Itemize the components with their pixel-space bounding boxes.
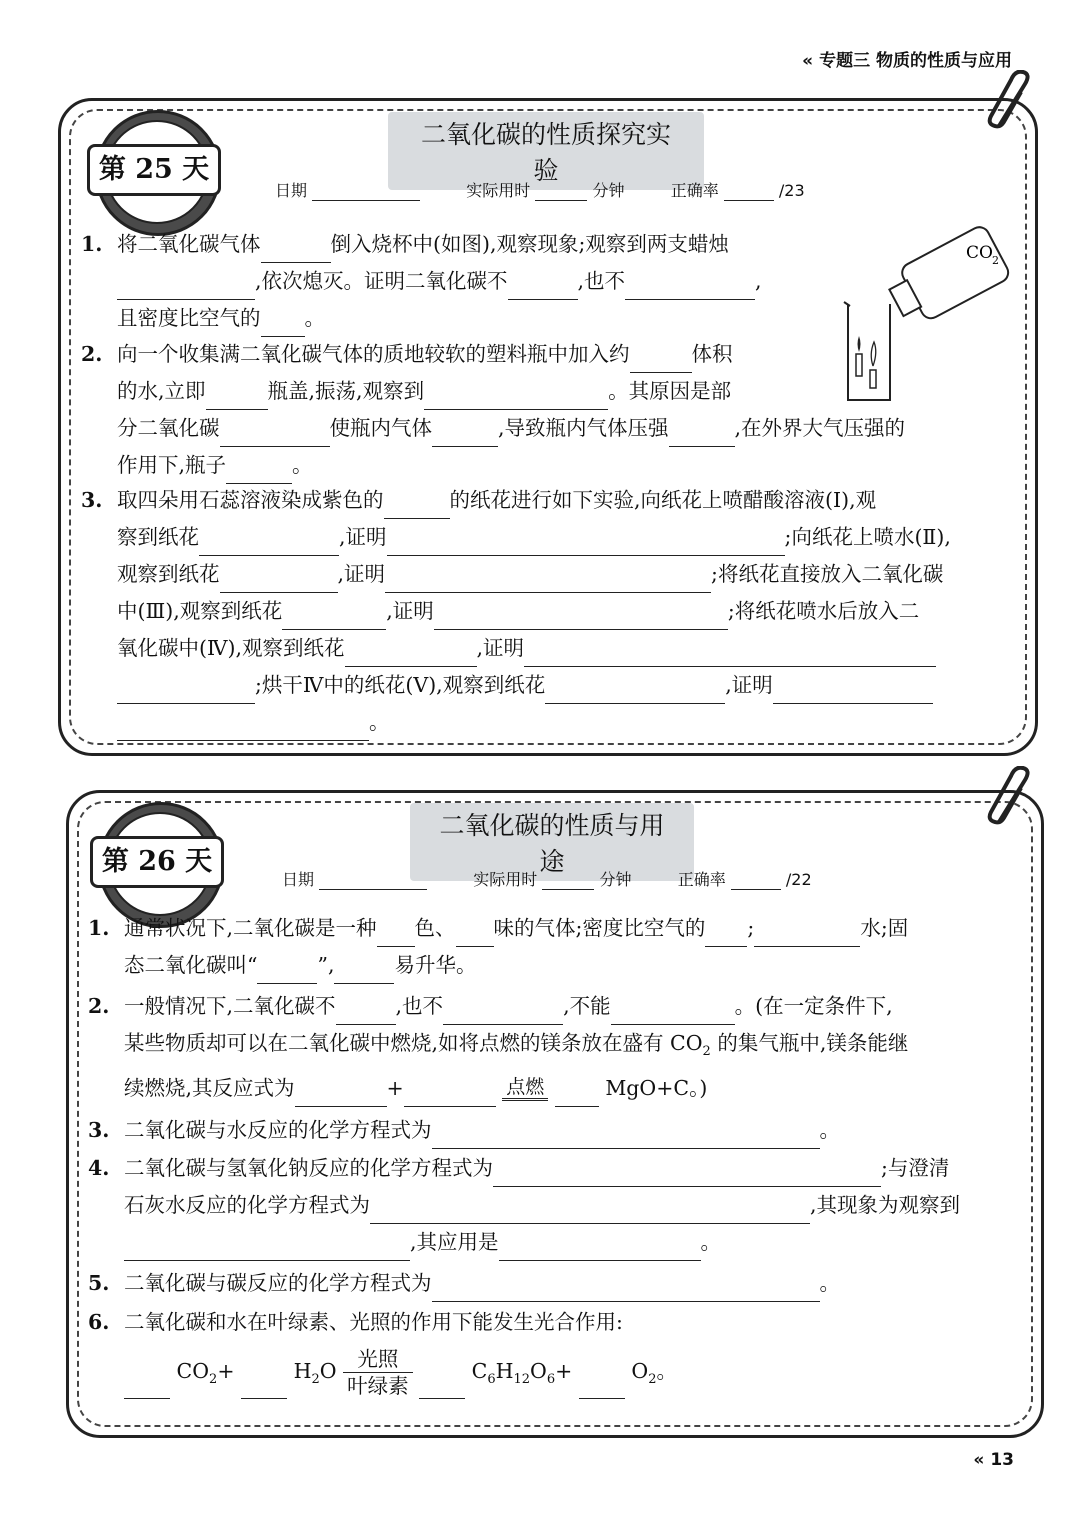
- time-unit: 分钟: [599, 870, 632, 889]
- answer-blank[interactable]: [336, 1002, 396, 1025]
- day25-title: 二氧化碳的性质探究实验: [388, 112, 704, 190]
- day25-q2: [81, 336, 1017, 484]
- formula: O: [319, 1359, 337, 1383]
- coefficient-blank[interactable]: [241, 1376, 287, 1399]
- page-header: [802, 46, 1012, 71]
- answer-blank[interactable]: [257, 961, 317, 984]
- photosynthesis-equation: [124, 1346, 1024, 1399]
- q-text: 石灰水反应的化学方程式为: [124, 1193, 370, 1217]
- answer-blank[interactable]: [705, 924, 747, 947]
- day26-q1: [88, 910, 1024, 984]
- q-text: 的纸花进行如下实验,向纸花上喷醋酸溶液(Ⅰ),观: [449, 488, 877, 512]
- day26-badge-label: 第 26 天: [90, 836, 224, 888]
- formula: H: [293, 1359, 312, 1383]
- q-text: ,证明: [339, 525, 387, 549]
- q-text: 通常状况下,二氧化碳是一种: [124, 916, 377, 940]
- date-field[interactable]: [312, 184, 420, 201]
- q-text: ,导致瓶内气体压强: [498, 416, 669, 440]
- day26-q6: [88, 1304, 1024, 1341]
- reaction-condition: [502, 1076, 548, 1107]
- day26-q2: [88, 988, 1024, 1107]
- q-text: ,: [755, 269, 762, 293]
- answer-blank[interactable]: [117, 277, 255, 300]
- q-text: 易升华。: [394, 953, 477, 977]
- answer-blank[interactable]: [261, 240, 331, 263]
- accuracy-total: /22: [785, 870, 812, 889]
- answer-blank[interactable]: [545, 681, 725, 704]
- q-text: 瓶盖,振荡,观察到: [267, 379, 425, 403]
- answer-blank[interactable]: [499, 1238, 701, 1261]
- q-text: 且密度比空气的: [117, 306, 261, 330]
- answer-blank[interactable]: [443, 1002, 563, 1025]
- q-text: ,证明: [337, 562, 386, 586]
- day26-q5: [88, 1265, 1024, 1302]
- q-text: 。: [369, 710, 390, 734]
- q-text: 二氧化碳与碳反应的化学方程式为: [124, 1271, 432, 1295]
- q-text: 色、: [414, 916, 456, 940]
- answer-blank[interactable]: [387, 533, 785, 556]
- subscript: 6: [546, 1372, 556, 1388]
- q-text: ,其现象为观察到: [810, 1193, 961, 1217]
- date-field[interactable]: [319, 873, 427, 890]
- day26-q4: [88, 1150, 1024, 1261]
- answer-blank[interactable]: [434, 607, 728, 630]
- co2-figure-label: CO: [966, 243, 993, 263]
- q-text: 二氧化碳与水反应的化学方程式为: [124, 1118, 432, 1142]
- date-label: 日期: [275, 181, 308, 200]
- formula: O: [530, 1359, 547, 1383]
- q-text: ;将纸花直接放入二氧化碳: [711, 562, 944, 586]
- q-text: 氧化碳中(Ⅳ),观察到纸花: [117, 636, 345, 660]
- q-text: 的集气瓶中,镁条能继: [710, 1031, 909, 1055]
- q-text: ;: [747, 916, 755, 940]
- q-text: 二氧化碳与氢氧化钠反应的化学方程式为: [124, 1156, 493, 1180]
- q-number: 1.: [81, 232, 103, 256]
- day25-q3: [81, 482, 1017, 741]
- q-text: 向一个收集满二氧化碳气体的质地较软的塑料瓶中加入约: [117, 342, 630, 366]
- q-text: 作用下,瓶子: [117, 453, 227, 477]
- subscript: 2: [648, 1372, 657, 1388]
- formula: +: [555, 1359, 573, 1383]
- day26-q3: [88, 1112, 1024, 1149]
- q-text: 某些物质却可以在二氧化碳中燃烧,如将点燃的镁条放在盛有 CO: [124, 1031, 703, 1055]
- answer-blank[interactable]: [508, 277, 578, 300]
- answer-blank[interactable]: [625, 277, 755, 300]
- chevron-left-icon: «: [973, 1450, 985, 1470]
- day25-meta: [275, 178, 805, 201]
- accuracy-field[interactable]: [731, 873, 781, 890]
- q-text: 。: [819, 1118, 840, 1142]
- answer-blank[interactable]: [345, 644, 477, 667]
- condition-top: 光照: [343, 1346, 413, 1373]
- q-text: ;与澄清: [881, 1156, 950, 1180]
- day25-q1: [81, 226, 817, 337]
- coefficient-blank[interactable]: [579, 1376, 625, 1399]
- page-number-value: 13: [990, 1450, 1014, 1470]
- accuracy-label: 正确率: [677, 870, 726, 889]
- q-text: ,也不: [395, 994, 444, 1018]
- formula: O: [631, 1359, 649, 1383]
- q-text: ;向纸花上喷水(Ⅱ),: [784, 525, 951, 549]
- q-text: ,不能: [563, 994, 611, 1018]
- q-text: ;烘干Ⅳ中的纸花(Ⅴ),观察到纸花: [255, 673, 546, 697]
- accuracy-total: /23: [778, 181, 805, 200]
- q-text: ;将纸花喷水后放入二: [727, 599, 920, 623]
- q-text: ”,: [317, 953, 335, 977]
- coefficient-blank[interactable]: [419, 1376, 465, 1399]
- answer-blank[interactable]: [493, 1164, 881, 1187]
- q-text: ,依次熄灭。证明二氧化碳不: [255, 269, 508, 293]
- answer-blank[interactable]: [282, 607, 386, 630]
- subscript: 6: [487, 1372, 496, 1388]
- formula: +: [217, 1359, 235, 1383]
- answer-blank[interactable]: [220, 570, 338, 593]
- answer-blank[interactable]: [370, 1201, 810, 1224]
- answer-blank[interactable]: [555, 1084, 599, 1107]
- q-text: 。(在一定条件下,: [734, 994, 893, 1018]
- q-text: 。其原因是部: [608, 379, 732, 403]
- q-text: 。: [304, 306, 325, 330]
- q-text: 将二氧化碳气体: [117, 232, 261, 256]
- section-label: 专题三: [819, 51, 871, 71]
- answer-blank[interactable]: [424, 387, 608, 410]
- time-label: 实际用时: [466, 181, 531, 200]
- answer-blank[interactable]: [456, 924, 494, 947]
- q-text: 取四朵用石蕊溶液染成紫色的: [117, 488, 384, 512]
- q-text: 观察到纸花: [117, 562, 220, 586]
- q-text: 。: [819, 1271, 840, 1295]
- answer-blank[interactable]: [432, 424, 498, 447]
- time-label: 实际用时: [473, 870, 538, 889]
- day26-meta: [282, 867, 812, 890]
- subscript: 2: [311, 1372, 320, 1388]
- q-text: 。: [292, 453, 313, 477]
- time-unit: 分钟: [592, 181, 625, 200]
- double-line: [502, 1098, 548, 1101]
- accuracy-label: 正确率: [670, 181, 719, 200]
- accuracy-field[interactable]: [724, 184, 774, 201]
- date-label: 日期: [282, 870, 315, 889]
- subscript: 12: [513, 1372, 531, 1388]
- answer-blank[interactable]: [117, 718, 369, 741]
- q-text: 察到纸花: [117, 525, 199, 549]
- co2-figure-sub: 2: [992, 254, 999, 267]
- q-text: +: [386, 1076, 404, 1101]
- q-text: 味的气体;密度比空气的: [493, 916, 706, 940]
- answer-blank[interactable]: [384, 496, 450, 519]
- chevron-left-icon: «: [802, 51, 814, 71]
- condition-text: 点燃: [506, 1076, 545, 1099]
- answer-blank[interactable]: [124, 1238, 410, 1261]
- formula: H: [495, 1359, 514, 1383]
- time-field[interactable]: [542, 873, 594, 890]
- q-number: 3.: [88, 1118, 110, 1142]
- paperclip-icon: [985, 70, 1035, 132]
- answer-blank[interactable]: [220, 424, 330, 447]
- q-text: 分二氧化碳: [117, 416, 220, 440]
- q-text: ,证明: [476, 636, 525, 660]
- q-text: 水;固: [860, 916, 909, 940]
- page-number: [973, 1450, 1014, 1470]
- formula: 。: [656, 1359, 677, 1383]
- reaction-condition: [343, 1346, 413, 1399]
- answer-blank[interactable]: [432, 1279, 820, 1302]
- answer-blank[interactable]: [773, 681, 933, 704]
- q-number: 1.: [88, 916, 110, 940]
- condition-bottom: 叶绿素: [347, 1374, 409, 1398]
- q-text: ,在外界大气压强的: [734, 416, 906, 440]
- answer-blank[interactable]: [385, 570, 711, 593]
- q-number: 4.: [88, 1156, 110, 1180]
- day26-title: 二氧化碳的性质与用途: [410, 803, 694, 881]
- answer-blank[interactable]: [754, 924, 860, 947]
- q-text: 倒入烧杯中(如图),观察现象;观察到两支蜡烛: [330, 232, 729, 256]
- answer-blank[interactable]: [611, 1002, 735, 1025]
- q-text: 体积: [691, 342, 733, 366]
- answer-blank[interactable]: [334, 961, 394, 984]
- answer-blank[interactable]: [295, 1084, 387, 1107]
- q-text: ,证明: [386, 599, 434, 623]
- q-text: ,其应用是: [410, 1230, 499, 1254]
- answer-blank[interactable]: [226, 461, 292, 484]
- q-number: 2.: [81, 342, 103, 366]
- q-text: 中(Ⅲ),观察到纸花: [117, 599, 283, 623]
- q-number: 5.: [88, 1271, 110, 1295]
- coefficient-blank[interactable]: [124, 1376, 170, 1399]
- time-field[interactable]: [535, 184, 587, 201]
- q-text: 。: [700, 1230, 722, 1254]
- answer-blank[interactable]: [669, 424, 735, 447]
- q-text: ,证明: [725, 673, 773, 697]
- q-text: 续燃烧,其反应式为: [124, 1076, 295, 1101]
- q-number: 3.: [81, 488, 103, 512]
- q-text: 态二氧化碳叫“: [124, 953, 258, 977]
- answer-blank[interactable]: [261, 314, 305, 337]
- formula: C: [471, 1359, 488, 1383]
- answer-blank[interactable]: [524, 644, 936, 667]
- q-text: ,也不: [577, 269, 626, 293]
- formula: CO: [176, 1359, 210, 1383]
- q-number: 6.: [88, 1310, 110, 1334]
- q-number: 2.: [88, 994, 110, 1018]
- day25-badge-label: 第 25 天: [87, 144, 221, 196]
- subscript: 2: [702, 1044, 711, 1060]
- q-text: 二氧化碳和水在叶绿素、光照的作用下能发生光合作用:: [124, 1310, 623, 1334]
- q-text: 的水,立即: [117, 379, 206, 403]
- answer-blank[interactable]: [432, 1126, 820, 1149]
- subscript: 2: [209, 1372, 218, 1388]
- answer-blank[interactable]: [206, 387, 268, 410]
- answer-blank[interactable]: [630, 350, 692, 373]
- answer-blank[interactable]: [117, 681, 255, 704]
- q-text: 使瓶内气体: [329, 416, 432, 440]
- section-title: 物质的性质与应用: [876, 51, 1012, 71]
- q-text: MgO+C。): [605, 1076, 708, 1101]
- paperclip-icon: [985, 766, 1035, 828]
- answer-blank[interactable]: [404, 1084, 496, 1107]
- answer-blank[interactable]: [199, 533, 339, 556]
- q-text: 一般情况下,二氧化碳不: [124, 994, 336, 1018]
- answer-blank[interactable]: [377, 924, 415, 947]
